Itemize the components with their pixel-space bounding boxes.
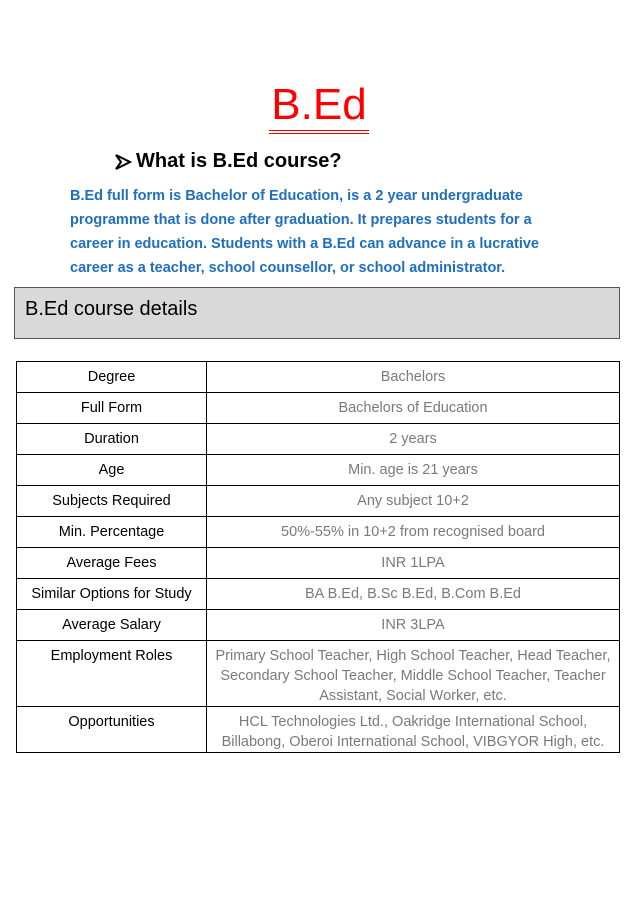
question-heading (114, 150, 342, 173)
table-row (17, 486, 620, 517)
row-value: BA B.Ed, B.Sc B.Ed, B.Com B.Ed (207, 579, 620, 610)
row-value: INR 1LPA (207, 548, 620, 579)
table-row (17, 707, 620, 753)
row-value: Bachelors of Education (207, 393, 620, 424)
section-header-box (14, 287, 620, 339)
row-label: Degree (17, 362, 207, 393)
table-row (17, 579, 620, 610)
row-label: Min. Percentage (17, 517, 207, 548)
row-label: Subjects Required (17, 486, 207, 517)
row-value: HCL Technologies Ltd., Oakridge International School, Billabong, Oberoi International School, VIBGYOR High, etc. (207, 707, 620, 753)
table-row (17, 393, 620, 424)
table-row (17, 548, 620, 579)
row-value: Min. age is 21 years (207, 455, 620, 486)
row-label: Full Form (17, 393, 207, 424)
row-value: INR 3LPA (207, 610, 620, 641)
row-value: Primary School Teacher, High School Teacher, Head Teacher, Secondary School Teacher, Middle School Teacher, Teacher Assistant, Social Worker, etc. (207, 641, 620, 707)
row-label: Average Salary (17, 610, 207, 641)
row-value: 2 years (207, 424, 620, 455)
row-label: Opportunities (17, 707, 207, 753)
page-title (0, 80, 638, 134)
row-label: Age (17, 455, 207, 486)
row-label: Average Fees (17, 548, 207, 579)
table-row (17, 641, 620, 707)
row-value: Bachelors (207, 362, 620, 393)
table-row (17, 517, 620, 548)
section-title: B.Ed course details (25, 298, 198, 320)
row-label: Employment Roles (17, 641, 207, 707)
table-row (17, 424, 620, 455)
row-label: Similar Options for Study (17, 579, 207, 610)
row-value: Any subject 10+2 (207, 486, 620, 517)
row-label: Duration (17, 424, 207, 455)
intro-paragraph: B.Ed full form is Bachelor of Education, is a 2 year undergraduate programme that is done after graduation. It prepares students for a career in education. Students with a B.Ed can advance in a lucrative career as a teacher, school counsellor, or school administrator. (70, 188, 539, 276)
page-title-text: B.Ed (269, 81, 368, 134)
arrow-bullet-icon (114, 153, 132, 171)
row-value: 50%-55% in 10+2 from recognised board (207, 517, 620, 548)
question-text: What is B.Ed course? (136, 150, 342, 172)
table-row (17, 362, 620, 393)
table-row (17, 610, 620, 641)
course-details-table (16, 361, 620, 753)
table-row (17, 455, 620, 486)
